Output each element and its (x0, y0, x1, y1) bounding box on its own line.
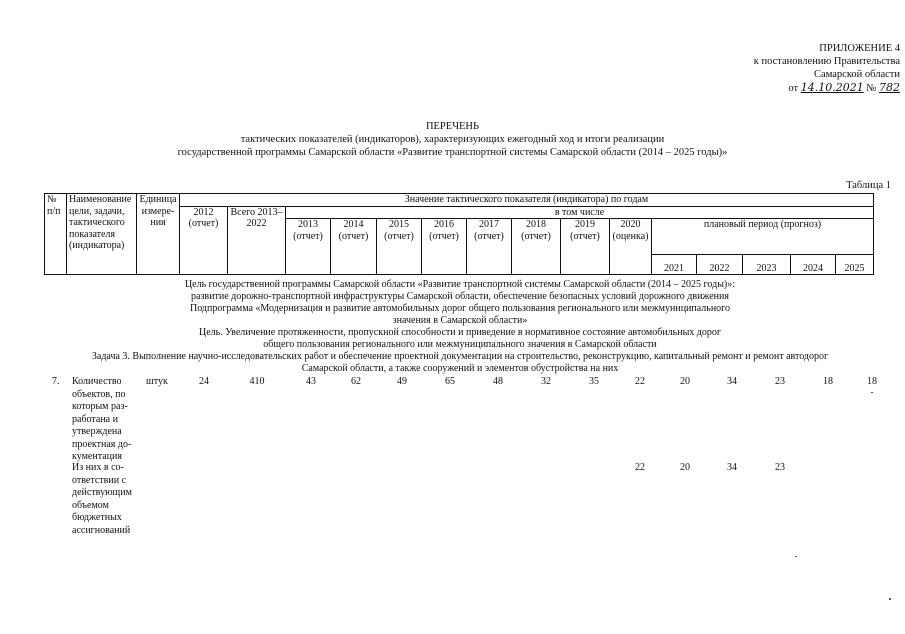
row-7-value-2019: 35 (589, 376, 599, 387)
subgoal-line-2: общего пользования регионального или межмуниципального значения в Самарской области (263, 339, 657, 350)
header-col-unit: Единица измере-ния (137, 194, 180, 275)
row-7-name-line: объектов, по (72, 388, 126, 400)
header-col-num: № п/п (45, 194, 67, 275)
row-7-name-line: утверждена (72, 426, 122, 437)
header-year-2024: 2024 (791, 255, 836, 275)
header-year-2016: 2016 (отчет) (422, 219, 467, 275)
number-sign: № (866, 83, 877, 94)
indicator-header-table (44, 193, 874, 275)
header-year-2025: 2025 (836, 255, 874, 275)
row-7b-name-line: ответствии с (72, 474, 127, 486)
row-7-value-2023: 23 (775, 376, 785, 387)
header-col-2012: 2012 (отчет) (180, 206, 228, 275)
appendix-title: ПРИЛОЖЕНИЕ 4 (819, 43, 900, 54)
row-7-unit: штук (146, 376, 168, 387)
document-subtitle-1: тактических показателей (индикаторов), характеризующих ежегодный ход и итоги реализации (240, 134, 665, 145)
goal-line-2: развитие дорожно-транспортной инфраструктуры Самарской области, обеспечение безопасных условий дорожного движения (191, 291, 729, 302)
header-year-2022: 2022 (697, 255, 743, 275)
row-7-value-2025: 18 (867, 376, 877, 387)
row-7-value-2018: 32 (541, 376, 551, 387)
row-7b-name-line: ассигнований (72, 524, 131, 536)
document-subtitle-2: государственной программы Самарской области «Развитие транспортной системы Самарской области (2014 – 2025 годы)» (177, 147, 728, 158)
row-7-value-2024: 18 (823, 376, 833, 387)
row-7-value-2020: 22 (635, 376, 645, 387)
row-7b-value-2023: 23 (775, 462, 785, 473)
document-title: ПЕРЕЧЕНЬ (425, 121, 480, 132)
row-7-number: 7. (52, 376, 60, 387)
row-7b-value-2022: 34 (727, 462, 737, 473)
header-planned-title: плановый период (прогноз) (652, 219, 874, 255)
row-7b-value-2021: 20 (680, 462, 690, 473)
header-col-name: Наименование цели, задачи, тактического показателя (индикатора) (67, 194, 137, 275)
appendix-line-3: Самарской области (814, 69, 900, 80)
header-year-2018: 2018 (отчет) (512, 219, 561, 275)
row-7-name-line: которым раз- (72, 401, 128, 412)
row-7-name-line: кументация (72, 451, 122, 462)
date-value: 14.10.2021 (800, 81, 864, 94)
scan-speck (871, 392, 873, 393)
row-7-value-2015: 49 (397, 376, 407, 387)
row-7-value-2017: 48 (493, 376, 503, 387)
row-7-name-line: проектная до- (72, 438, 132, 450)
header-col-total: Всего 2013–2022 (228, 206, 286, 275)
row-7b-name-line: Из них в со- (72, 462, 124, 473)
header-year-2021: 2021 (652, 255, 697, 275)
header-group-title: Значение тактического показателя (индикатора) по годам (180, 194, 874, 207)
row-7-value-2014: 62 (351, 376, 361, 387)
row-7-value-2022: 34 (727, 376, 737, 387)
goal-line-1: Цель государственной программы Самарской области «Развитие транспортной системы Самарской области (2014 – 2025 годы)»: (184, 279, 736, 290)
header-year-2019: 2019 (отчет) (561, 219, 610, 275)
scan-speck (795, 556, 797, 557)
header-year-2023: 2023 (743, 255, 791, 275)
row-7-value-2021: 20 (680, 376, 690, 387)
row-7-value-total: 410 (249, 376, 265, 387)
row-7-name-line: Количество (72, 376, 122, 387)
header-subgroup-title: в том числе (286, 206, 874, 219)
row-7-value-2016: 65 (445, 376, 455, 387)
row-7-value-2013: 43 (306, 376, 316, 387)
header-year-2017: 2017 (отчет) (467, 219, 512, 275)
appendix-line-2: к постановлению Правительства (753, 56, 900, 67)
row-7-name (72, 376, 131, 464)
number-value: 782 (879, 81, 900, 94)
header-year-2020: 2020 (оценка) (610, 219, 652, 275)
scan-speck (889, 598, 891, 600)
header-year-2014: 2014 (отчет) (331, 219, 377, 275)
row-7-name-line: работана и (72, 413, 118, 425)
row-7b-value-2020: 22 (635, 462, 645, 473)
task-line-1: Задача 3. Выполнение научно-исследовательских работ и обеспечение проектной документации на строительство, реконструкцию, капитальный ремонт и ремонт автодорог (91, 351, 829, 362)
subprogram-line-2: значения в Самарской области» (392, 315, 528, 326)
row-7b-name-line: объемом (72, 499, 109, 511)
row-7b-name-line: бюджетных (72, 512, 122, 523)
header-year-2015: 2015 (отчет) (377, 219, 422, 275)
row-7b-name-line: действующим (72, 487, 132, 498)
row-7-value-2012: 24 (199, 376, 209, 387)
table-label: Таблица 1 (846, 180, 891, 191)
subprogram-line-1: Подпрограмма «Модернизация и развитие автомобильных дорог общего пользования регионального или межмуниципального (189, 303, 731, 314)
header-year-2013: 2013 (отчет) (286, 219, 331, 275)
row-7b-name (72, 462, 132, 537)
subgoal-line-1: Цель. Увеличение протяженности, пропускной способности и приведение в нормативное состояние автомобильных дорог (199, 327, 721, 338)
date-prefix: от (788, 83, 799, 94)
task-line-2: Самарской области, а также сооружений и элементов обустройства на них (301, 363, 619, 374)
appendix-date-line (700, 81, 900, 95)
appendix-block (700, 42, 900, 95)
